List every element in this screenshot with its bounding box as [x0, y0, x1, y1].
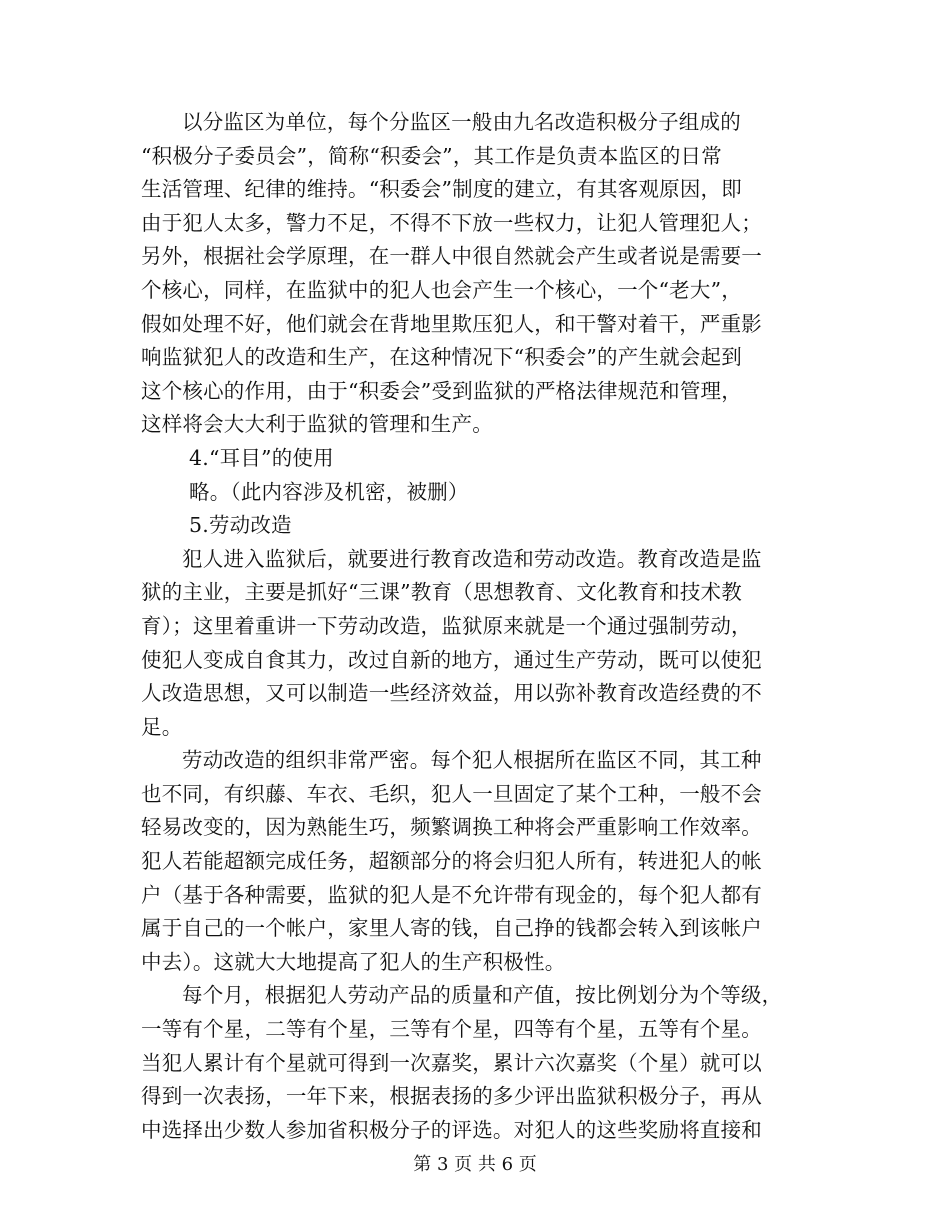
text-line: 属于自己的一个帐户，家里人寄的钱，自己挣的钱都会转入到该帐户: [141, 916, 762, 941]
text-line: 使犯人变成自食其力，改过自新的地方，通过生产劳动，既可以使犯: [141, 647, 762, 672]
text-line: 育）；这里着重讲一下劳动改造，监狱原来就是一个通过强制劳动，: [141, 613, 752, 638]
text-line: 另外，根据社会学原理，在一群人中很自然就会产生或者说是需要一: [141, 244, 762, 269]
text-line: 中去）。这就大大地提高了犯人的生产积极性。: [141, 949, 566, 974]
text-line: 犯人进入监狱后，就要进行教育改造和劳动改造。教育改造是监: [182, 546, 762, 571]
text-line: 轻易改变的，因为熟能生巧，频繁调换工种将会严重影响工作效率。: [141, 815, 762, 840]
text-line: 一等有个星，二等有个星，三等有个星，四等有个星，五等有个星。: [141, 1017, 762, 1042]
section-heading-informants: 4.“耳目”的使用: [189, 445, 334, 470]
text-line: 足。: [141, 714, 183, 739]
text-line: 劳动改造的组织非常严密。每个犯人根据所在监区不同，其工种: [182, 748, 762, 773]
text-line: 响监狱犯人的改造和生产，在这种情况下“积委会”的产生就会起到: [141, 345, 742, 370]
text-line: 也不同，有织藤、车衣、毛织，犯人一旦固定了某个工种，一般不会: [141, 781, 762, 806]
text-line: 户（基于各种需要，监狱的犯人是不允许带有现金的，每个犯人都有: [141, 882, 762, 907]
text-line: 狱的主业，主要是抓好“三课”教育（思想教育、文化教育和技术教: [141, 580, 742, 605]
text-line: 略。（此内容涉及机密，被删）: [189, 479, 469, 504]
text-line: 得到一次表扬，一年下来，根据表扬的多少评出监狱积极分子，再从: [141, 1084, 762, 1109]
text-line: 人改造思想，又可以制造一些经济效益，用以弥补教育改造经费的不: [141, 681, 762, 706]
text-line: 这个核心的作用，由于“积委会”受到监狱的严格法律规范和管理，: [141, 378, 742, 403]
text-line: 个核心，同样，在监狱中的犯人也会产生一个核心，一个“老大”，: [141, 277, 742, 302]
text-line: 当犯人累计有个星就可得到一次嘉奖，累计六次嘉奖（个星）就可以: [141, 1050, 762, 1075]
document-body: [141, 106, 806, 1147]
text-line: 由于犯人太多，警力不足，不得不下放一些权力，让犯人管理犯人；: [141, 210, 762, 235]
text-line: 以分监区为单位，每个分监区一般由九名改造积极分子组成的: [182, 110, 741, 134]
text-line: 每个月，根据犯人劳动产品的质量和产值，按比例划分为个等级，: [182, 983, 783, 1008]
text-line: 中选择出少数人参加省积极分子的评选。对犯人的这些奖励将直接和: [141, 1117, 762, 1142]
text-line: 假如处理不好，他们就会在背地里欺压犯人，和干警对着干，严重影: [141, 311, 762, 336]
section-heading-labor-reform: 5.劳动改造: [189, 513, 292, 538]
text-line: 这样将会大大利于监狱的管理和生产。: [141, 412, 493, 437]
text-line: 生活管理、纪律的维持。“积委会”制度的建立，有其客观原因，即: [141, 177, 742, 202]
text-line: “积极分子委员会”，简称“积委会”，其工作是负责本监区的日常: [141, 143, 722, 168]
text-line: 犯人若能超额完成任务，超额部分的将会归犯人所有，转进犯人的帐: [141, 849, 762, 874]
page-footer: 第 3 页 共 6 页: [413, 1154, 537, 1175]
